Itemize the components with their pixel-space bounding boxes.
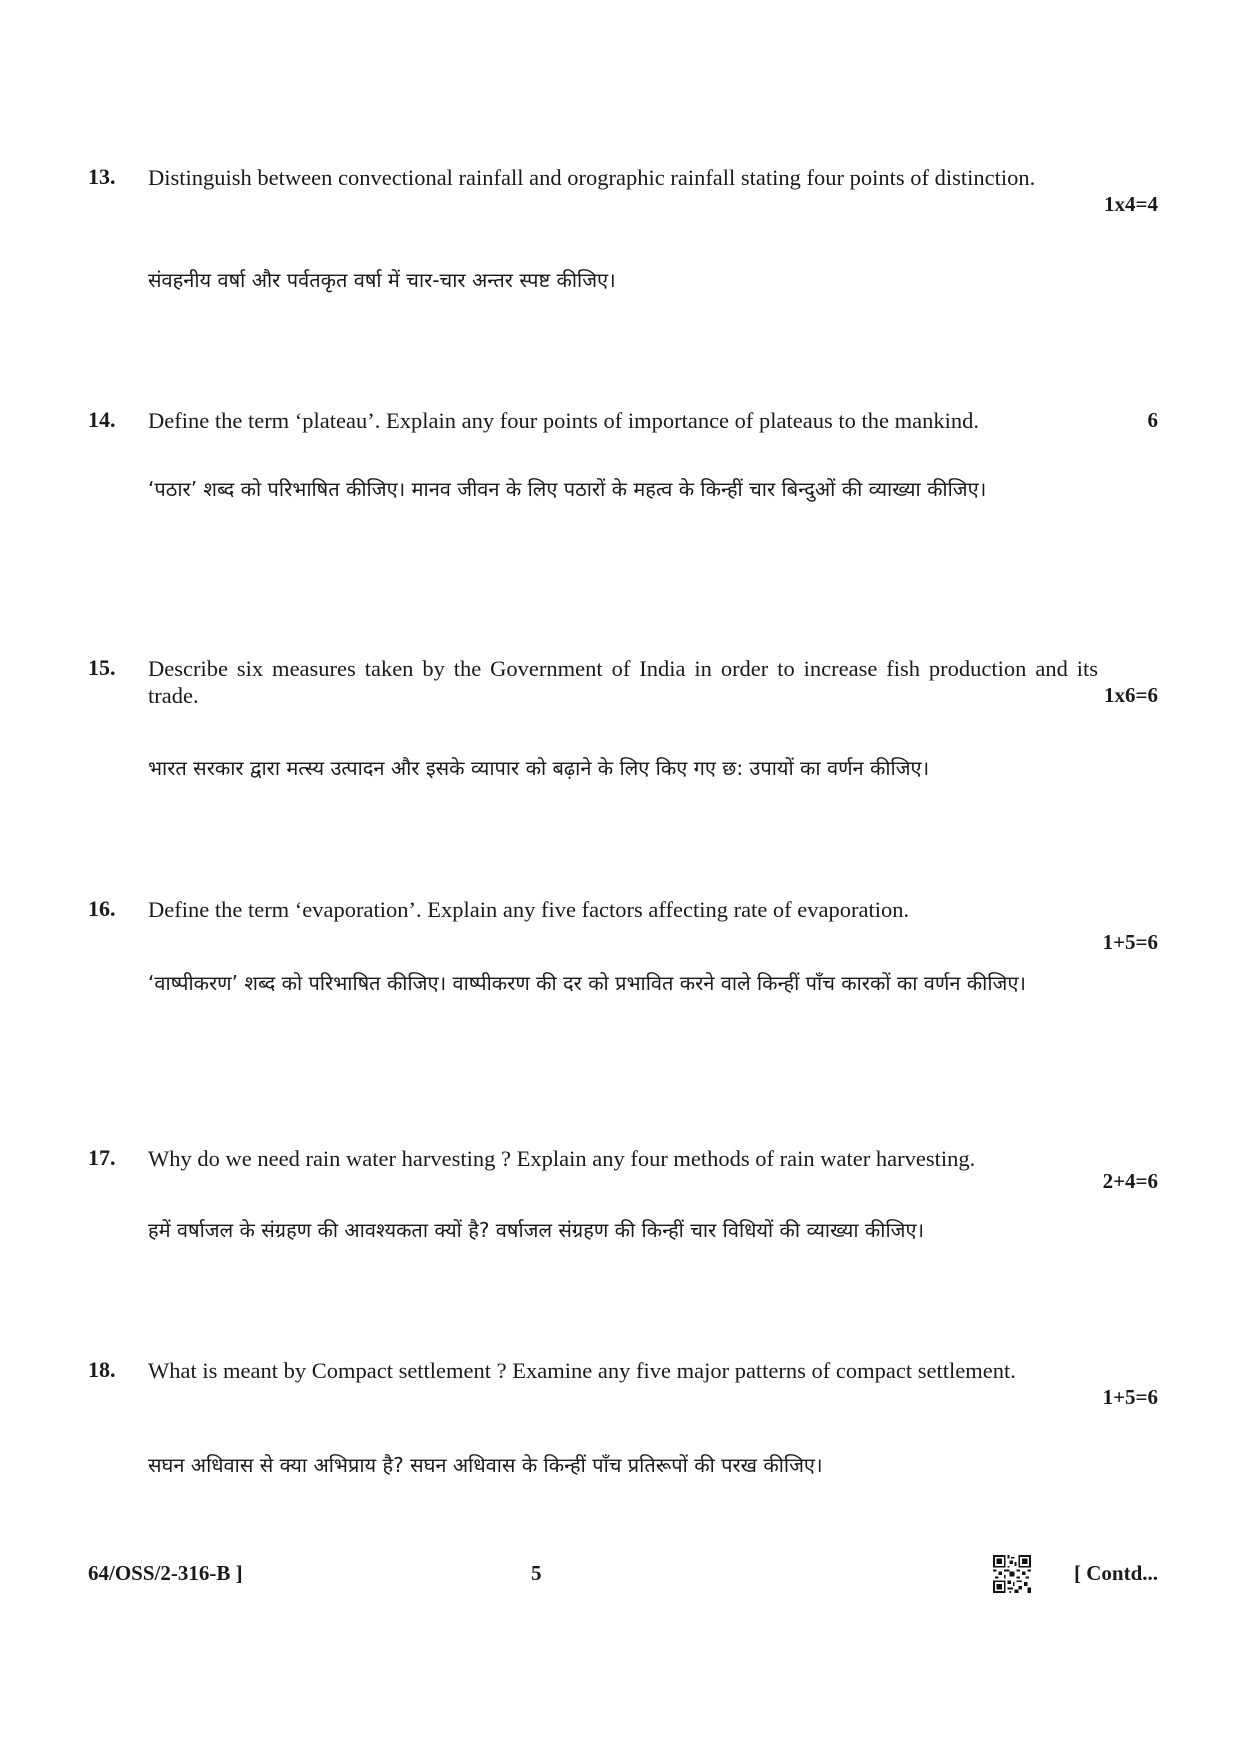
paper-code: 64/OSS/2-316-B ] [88,1561,243,1585]
question-number: 15. [88,655,116,680]
question-marks: 2+4=6 [1102,1169,1158,1193]
question-marks: 1x4=4 [1104,192,1158,216]
question-english: Distinguish between convectional rainfall and orographic rainfall stating four points of distinction. [148,165,1036,190]
qr-code-icon [993,1555,1031,1593]
question-marks: 1x6=6 [1104,683,1158,707]
question-english: Why do we need rain water harvesting ? Explain any four methods of rain water harvesting. [148,1146,976,1171]
question-hindi: ‘पठार’ शब्द को परिभाषित कीजिए। मानव जीवन के लिए पठारों के महत्व के किन्हीं चार बिन्दुओं की व्याख्या कीजिए। [148,477,987,501]
page-number: 5 [531,1561,542,1585]
question-marks: 1+5=6 [1102,1385,1158,1409]
question-hindi: ‘वाष्पीकरण’ शब्द को परिभाषित कीजिए। वाष्पीकरण की दर को प्रभावित करने वाले किन्हीं पाँच कारकों का वर्णन कीजिए। [148,971,1027,995]
question-english: Define the term ‘evaporation’. Explain any five factors affecting rate of evaporation. [148,897,910,922]
question-hindi: सघन अधिवास से क्या अभिप्राय है? सघन अधिवास के किन्हीं पाँच प्रतिरूपों की परख कीजिए। [148,1453,823,1477]
question-english: Define the term ‘plateau’. Explain any four points of importance of plateaus to the mankind. [148,408,979,433]
question-marks: 6 [1147,408,1158,432]
question-number: 17. [88,1145,116,1170]
question-number: 16. [88,896,116,921]
continued-marker: [ Contd... [1073,1561,1158,1585]
question-english: What is meant by Compact settlement ? Examine any five major patterns of compact settlement. [148,1358,1016,1383]
question-number: 13. [88,164,116,189]
question-hindi: भारत सरकार द्वारा मत्स्य उत्पादन और इसके व्यापार को बढ़ाने के लिए किए गए छ: उपायों का वर्णन कीजिए। [148,756,930,780]
question-marks: 1+5=6 [1102,930,1158,954]
question-hindi: संवहनीय वर्षा और पर्वतकृत वर्षा में चार-चार अन्तर स्पष्ट कीजिए। [148,268,616,292]
page-footer [88,1555,1158,1595]
question-hindi: हमें वर्षाजल के संग्रहण की आवश्यकता क्यों है? वर्षाजल संग्रहण की किन्हीं चार विधियों की व्याख्या कीजिए। [148,1218,925,1242]
question-number: 14. [88,407,116,432]
question-english: Describe six measures taken by the Government of India in order to increase fish production and its trade. [148,656,1098,708]
question-number: 18. [88,1357,116,1382]
